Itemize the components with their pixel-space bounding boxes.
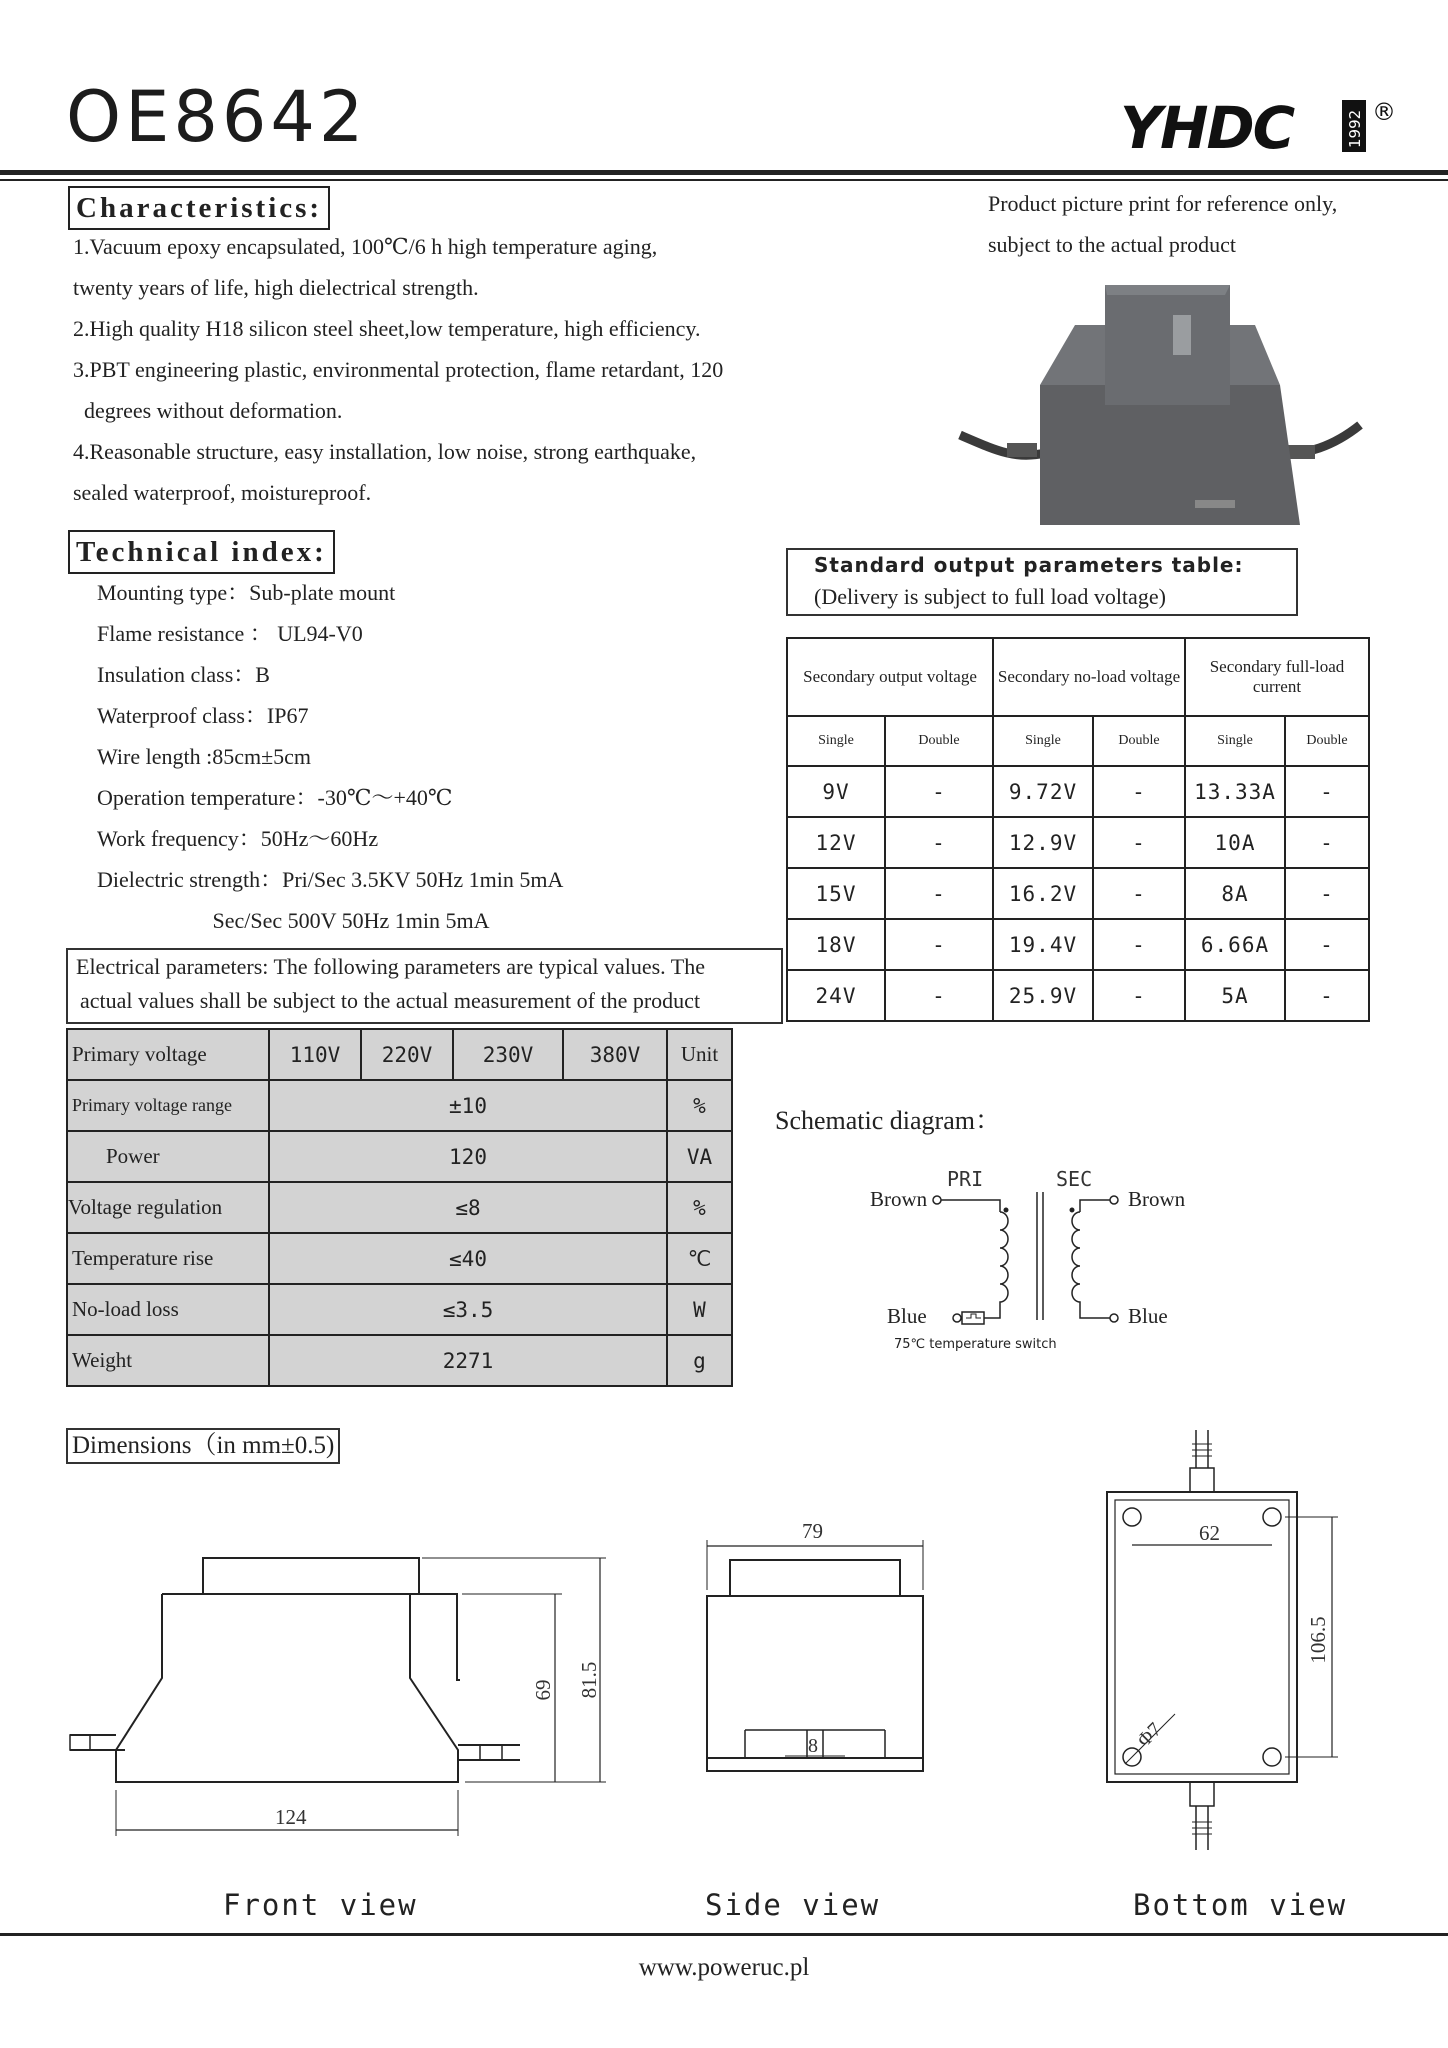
cell: 12.9V	[993, 817, 1093, 868]
row-label: Power	[67, 1131, 269, 1182]
cell: -	[1093, 919, 1185, 970]
cell: -	[885, 766, 993, 817]
cell: 9V	[787, 766, 885, 817]
output-table-subtitle: (Delivery is subject to full load voltage)	[814, 584, 1166, 609]
footer-rule	[0, 1933, 1448, 1936]
characteristics-line: 3.PBT engineering plastic, environmental protection, flame retardant, 120	[73, 357, 724, 382]
characteristics-line: 1.Vacuum epoxy encapsulated, 100℃/6 h high temperature aging,	[73, 234, 658, 259]
cell: 13.33A	[1185, 766, 1285, 817]
cell: 18V	[787, 919, 885, 970]
cell: -	[1285, 817, 1369, 868]
bottom-holes-label: 62	[1199, 1521, 1220, 1545]
footer-website: www.poweruc.pl	[638, 1954, 810, 1981]
table-row	[787, 919, 1369, 970]
technical-list	[97, 572, 563, 941]
row-unit: %	[667, 1080, 732, 1131]
pri-blue-label: Blue	[887, 1304, 927, 1328]
sub-header: Single	[1185, 716, 1285, 766]
table-row	[67, 1284, 732, 1335]
side-view-drawing	[690, 1510, 950, 1790]
technical-line: Mounting type：Sub-plate mount	[97, 580, 396, 605]
primary-voltage-label: Primary voltage	[67, 1029, 269, 1080]
sub-header: Single	[993, 716, 1093, 766]
front-view-drawing	[50, 1540, 620, 1850]
cell: 6.66A	[1185, 919, 1285, 970]
technical-line: Waterproof class：IP67	[97, 703, 309, 728]
technical-line: Insulation class：B	[97, 662, 270, 687]
group-fullload-current: Secondary full-load current	[1185, 638, 1369, 716]
table-row	[787, 817, 1369, 868]
table-row	[67, 1233, 732, 1284]
output-title-box	[786, 548, 1298, 616]
front-h2-label: 81.5	[577, 1661, 601, 1699]
brand-logo	[1120, 92, 1420, 162]
sub-header: Double	[1285, 716, 1369, 766]
electrical-table	[66, 1028, 733, 1387]
electrical-note-line: Electrical parameters: The following parameters are typical values. The	[76, 954, 705, 979]
row-value: 2271	[269, 1335, 667, 1386]
sec-brown-label: Brown	[1128, 1187, 1186, 1211]
sec-label: SEC	[1056, 1167, 1093, 1191]
row-unit: ℃	[667, 1233, 732, 1284]
cell: -	[1285, 766, 1369, 817]
cell: 25.9V	[993, 970, 1093, 1021]
characteristics-line: sealed waterproof, moistureproof.	[73, 480, 372, 505]
row-unit: %	[667, 1182, 732, 1233]
cell: -	[1093, 817, 1185, 868]
table-row	[67, 1131, 732, 1182]
cell: -	[1285, 868, 1369, 919]
cell: 15V	[787, 868, 885, 919]
logo-year: 1992	[1346, 109, 1364, 148]
cell: 8A	[1185, 868, 1285, 919]
cell: 5A	[1185, 970, 1285, 1021]
sub-header: Double	[885, 716, 993, 766]
characteristics-line: degrees without deformation.	[73, 398, 343, 423]
table-row	[787, 970, 1369, 1021]
bottom-view-label: Bottom view	[1133, 1888, 1348, 1922]
front-width-label: 124	[275, 1805, 307, 1829]
registered-mark: ®	[1372, 98, 1396, 126]
pri-brown-label: Brown	[870, 1187, 928, 1211]
row-value: ≤8	[269, 1182, 667, 1233]
cell: 12V	[787, 817, 885, 868]
row-value: ≤40	[269, 1233, 667, 1284]
switch-label: 75℃ temperature switch	[894, 1337, 1057, 1352]
table-row	[787, 766, 1369, 817]
bottom-view-drawing	[1095, 1430, 1355, 1870]
header-rule-thin	[0, 179, 1448, 181]
product-note	[988, 183, 1337, 265]
cell: -	[885, 970, 993, 1021]
product-note-line: subject to the actual product	[988, 232, 1237, 257]
table-row	[787, 868, 1369, 919]
technical-line: Dielectric strength：Pri/Sec 3.5KV 50Hz 1min 5mA	[97, 867, 564, 892]
cell: -	[885, 919, 993, 970]
technical-line: Work frequency：50Hz～60Hz	[97, 826, 379, 851]
voltage-110: 110V	[269, 1029, 361, 1080]
technical-line: Operation temperature：-30℃～+40℃	[97, 785, 453, 810]
cell: -	[1093, 868, 1185, 919]
voltage-220: 220V	[361, 1029, 453, 1080]
row-unit: W	[667, 1284, 732, 1335]
row-value: ≤3.5	[269, 1284, 667, 1335]
row-unit: g	[667, 1335, 732, 1386]
characteristics-line: 2.High quality H18 silicon steel sheet,low temperature, high efficiency.	[73, 316, 701, 341]
table-row	[67, 1335, 732, 1386]
group-noload-voltage: Secondary no-load voltage	[993, 638, 1185, 716]
cell: 10A	[1185, 817, 1285, 868]
row-label: Voltage regulation	[67, 1182, 269, 1233]
sub-header: Double	[1093, 716, 1185, 766]
cell: 19.4V	[993, 919, 1093, 970]
header-rule	[0, 170, 1448, 175]
row-label: Weight	[67, 1335, 269, 1386]
cell: -	[885, 868, 993, 919]
schematic-diagram	[860, 1160, 1200, 1360]
cell: -	[1093, 970, 1185, 1021]
cell: -	[885, 817, 993, 868]
output-table	[786, 637, 1370, 1022]
pri-label: PRI	[947, 1167, 984, 1191]
row-label: No-load loss	[67, 1284, 269, 1335]
group-output-voltage: Secondary output voltage	[787, 638, 993, 716]
characteristics-list	[73, 226, 723, 513]
front-h1-label: 69	[531, 1679, 555, 1701]
characteristics-line: twenty years of life, high dielectrical strength.	[73, 275, 479, 300]
logo-text: YHDC	[1120, 94, 1294, 162]
row-unit: VA	[667, 1131, 732, 1182]
technical-line: Flame resistance ： UL94-V0	[97, 621, 363, 646]
output-table-title: Standard output parameters table:	[814, 553, 1244, 577]
table-row	[787, 716, 1369, 766]
product-note-line: Product picture print for reference only,	[988, 191, 1338, 216]
side-view-label: Side view	[705, 1888, 881, 1922]
dimensions-heading: Dimensions（in mm±0.5)	[66, 1428, 340, 1464]
characteristics-line: 4.Reasonable structure, easy installation, low noise, strong earthquake,	[73, 439, 697, 464]
cell: 9.72V	[993, 766, 1093, 817]
row-value: 120	[269, 1131, 667, 1182]
table-row	[67, 1029, 732, 1080]
technical-line: Wire length :85cm±5cm	[97, 744, 312, 769]
schematic-heading: Schematic diagram：	[775, 1106, 1001, 1135]
technical-heading: Technical index:	[68, 530, 335, 574]
bottom-dia-label: Φ7	[1132, 1718, 1166, 1752]
table-row	[67, 1182, 732, 1233]
voltage-230: 230V	[453, 1029, 563, 1080]
sec-blue-label: Blue	[1128, 1304, 1168, 1328]
sub-header: Single	[787, 716, 885, 766]
unit-header: Unit	[667, 1029, 732, 1080]
table-row	[67, 1080, 732, 1131]
electrical-note	[66, 948, 783, 1024]
table-row	[787, 638, 1369, 716]
cell: -	[1285, 970, 1369, 1021]
technical-line: Sec/Sec 500V 50Hz 1min 5mA	[97, 908, 490, 933]
product-photo	[955, 285, 1365, 540]
side-gap-label: 8	[808, 1735, 818, 1757]
row-value: ±10	[269, 1080, 667, 1131]
voltage-380: 380V	[563, 1029, 667, 1080]
model-title: OE8642	[66, 76, 368, 158]
cell: 16.2V	[993, 868, 1093, 919]
row-label: Temperature rise	[67, 1233, 269, 1284]
cell: -	[1093, 766, 1185, 817]
electrical-note-line: actual values shall be subject to the actual measurement of the product	[80, 988, 701, 1013]
cell: -	[1285, 919, 1369, 970]
characteristics-heading: Characteristics:	[68, 186, 330, 230]
side-width-label: 79	[802, 1519, 823, 1543]
bottom-height-label: 106.5	[1306, 1616, 1330, 1664]
row-label: Primary voltage range	[67, 1080, 269, 1131]
cell: 24V	[787, 970, 885, 1021]
front-view-label: Front view	[223, 1888, 418, 1922]
